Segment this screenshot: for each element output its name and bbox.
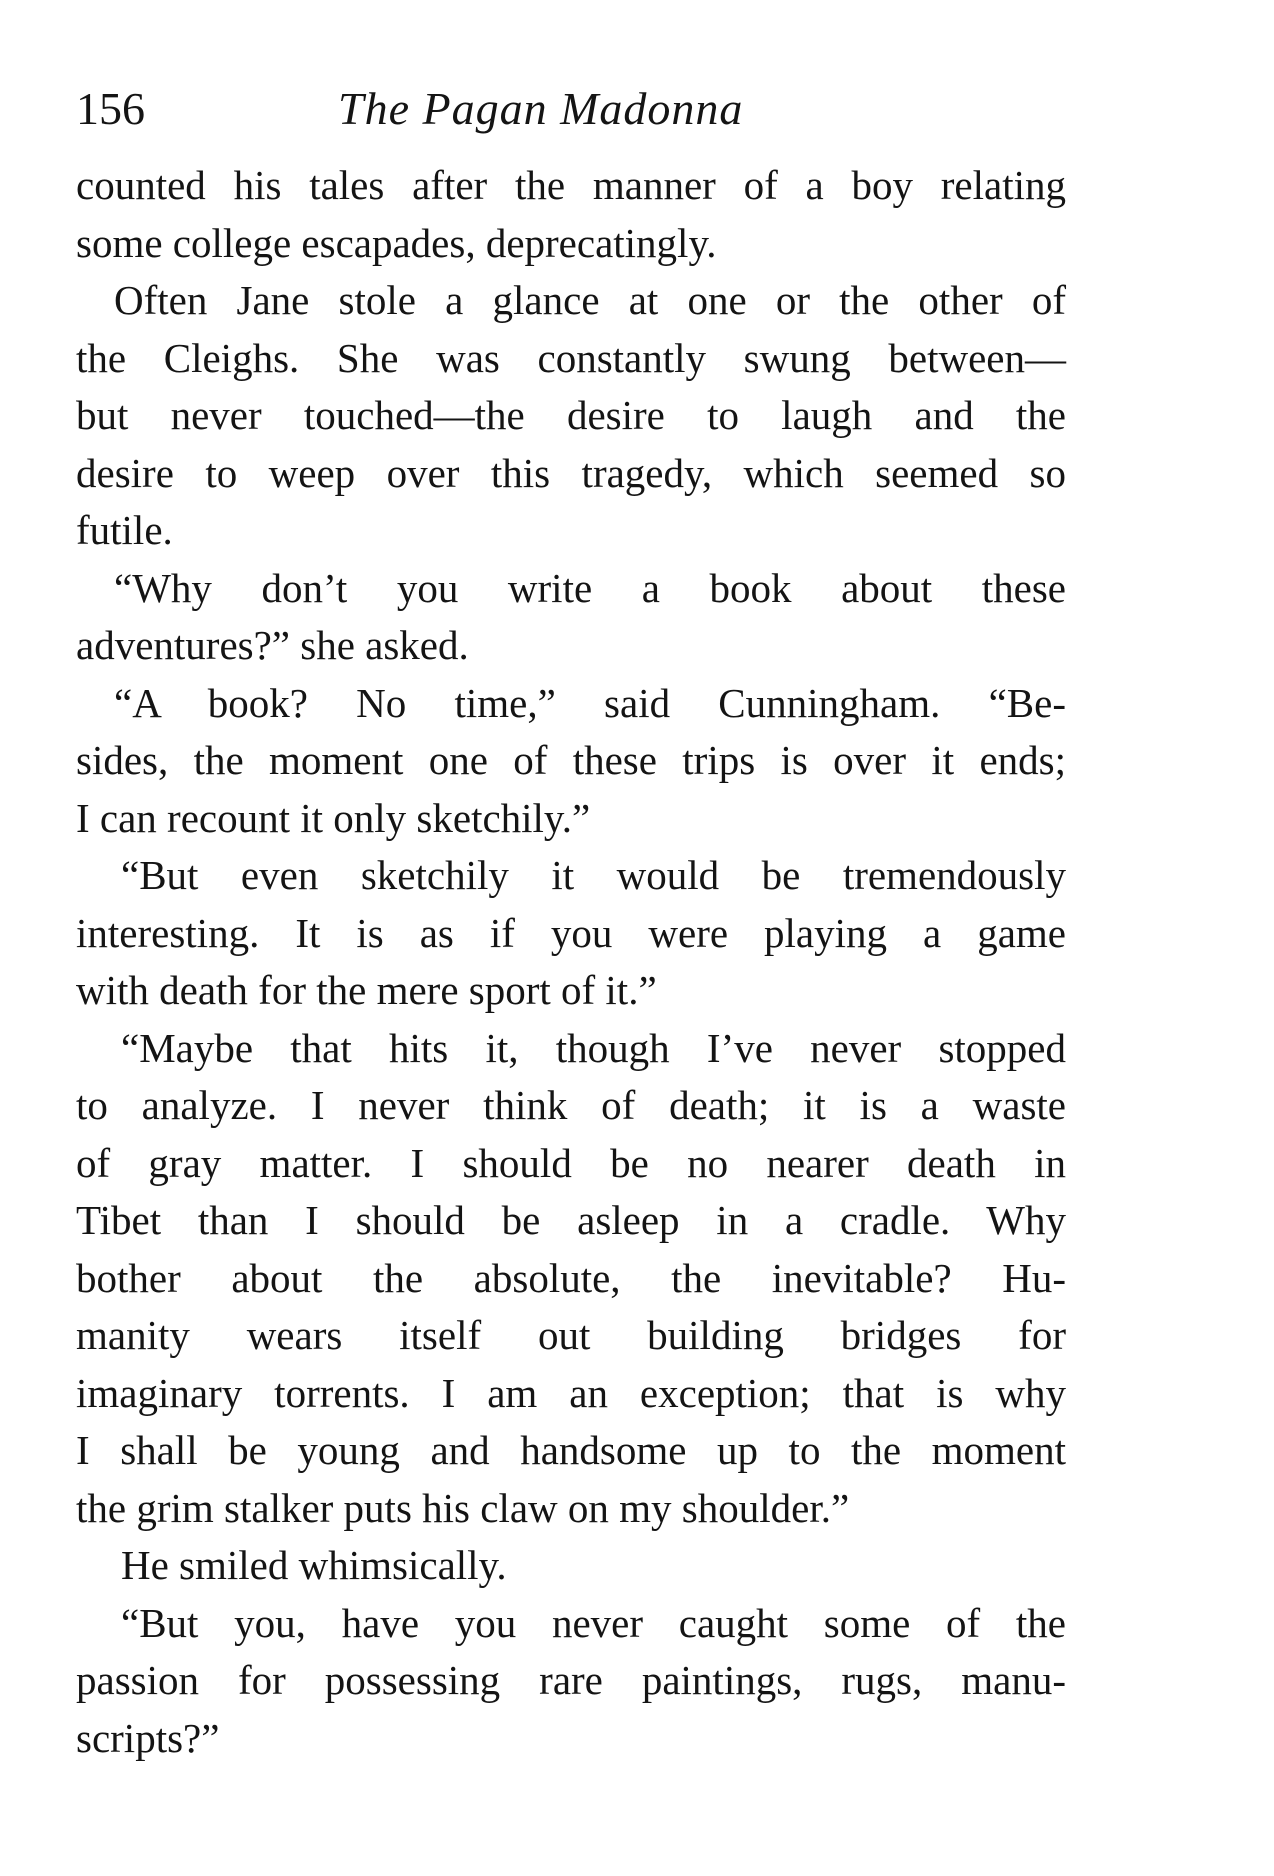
text-line: futile. [76,507,173,553]
text-line: but never touched—the desire to laugh and the [76,392,1066,438]
text-line: passion for possessing rare paintings, rugs, manu- [76,1657,1066,1703]
text-line: I shall be young and handsome up to the moment [76,1427,1066,1473]
running-head [76,74,1076,144]
text-line: scripts?” [76,1714,220,1761]
text-line: Often Jane stole a glance at one or the other of [114,277,1066,323]
text-line: He smiled whimsically. [121,1542,507,1588]
running-title: The Pagan Madonna [338,83,744,134]
text-line: imaginary torrents. I am an exception; that is why [76,1369,1066,1416]
text-line: the Cleighs. She was constantly swung between— [76,334,1066,381]
text-line: of gray matter. I should be no nearer death in [76,1139,1066,1186]
text-line: “But you, have you never caught some of the [121,1599,1066,1646]
text-line: “But even sketchily it would be tremendously [121,852,1066,898]
text-line: to analyze. I never think of death; it is a waste [76,1082,1066,1128]
text-line: with death for the mere sport of it.” [76,967,657,1013]
text-line: adventures?” she asked. [76,622,469,668]
text-line: Tibet than I should be asleep in a cradle. Why [76,1197,1066,1243]
text-line: manity wears itself out building bridges for [76,1312,1066,1358]
text-line: the grim stalker puts his claw on my shoulder.” [76,1484,850,1531]
text-line: some college escapades, deprecatingly. [76,219,717,266]
text-line: interesting. It is as if you were playing a game [76,909,1066,956]
text-line: “Why don’t you write a book about these [114,564,1066,611]
text-line: “Maybe that hits it, though I’ve never stopped [121,1024,1066,1071]
text-line: desire to weep over this tragedy, which seemed so [76,449,1066,496]
text-line: counted his tales after the manner of a boy relating [76,162,1066,208]
text-line: bother about the absolute, the inevitable? Hu- [76,1254,1066,1301]
page-number: 156 [76,83,145,134]
text-line: I can recount it only sketchily.” [76,794,591,841]
text-line: “A book? No time,” said Cunningham. “Be- [114,679,1066,726]
body-text [76,157,1066,1767]
text-line: sides, the moment one of these trips is over it ends; [76,737,1066,783]
